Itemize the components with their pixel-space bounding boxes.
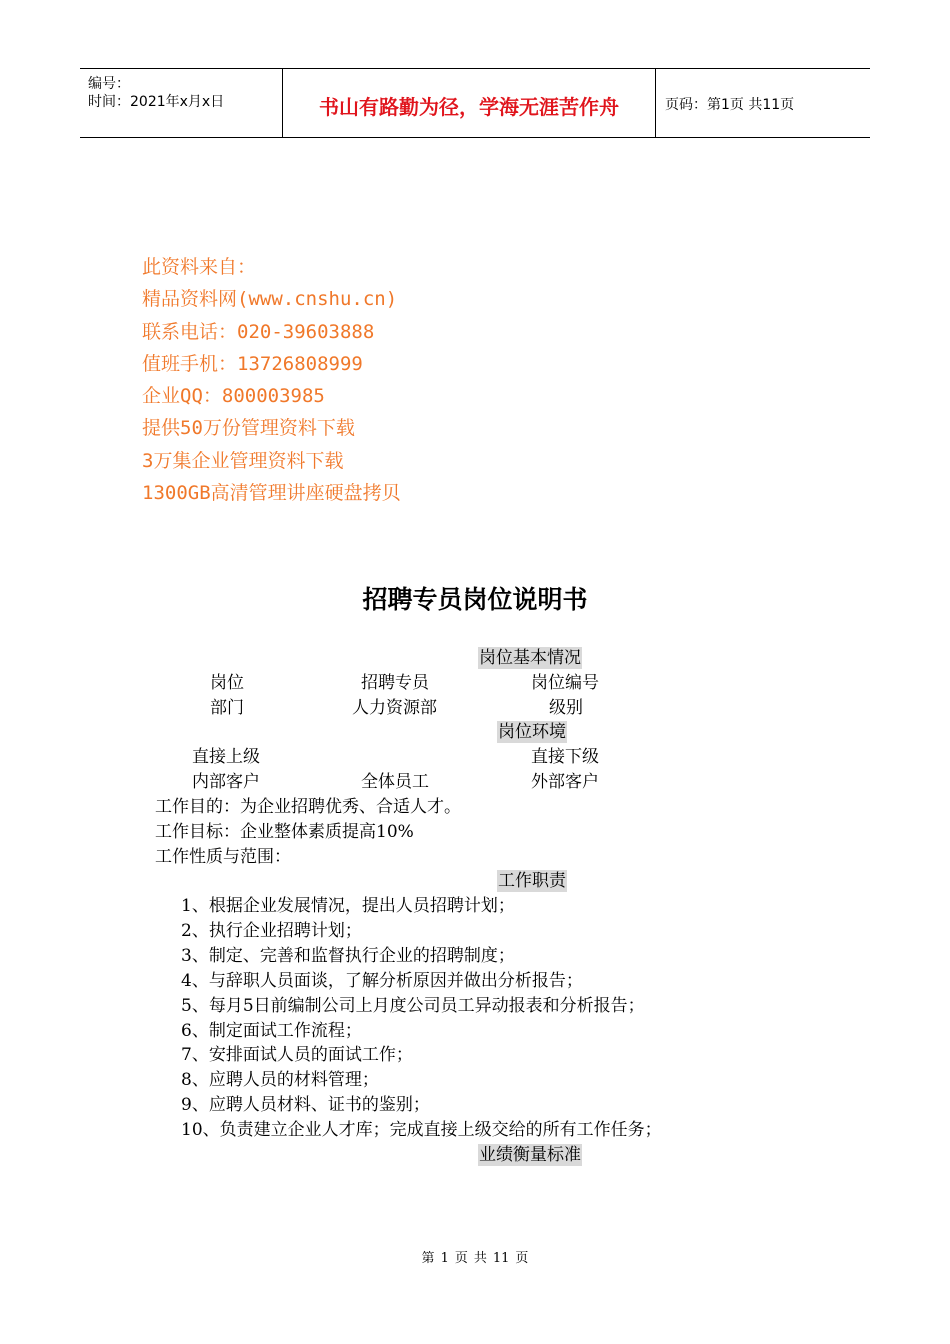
duty-item: 10、负责建立企业人才库；完成直接上级交给的所有工作任务； bbox=[181, 1120, 662, 1140]
header-page-cell bbox=[655, 69, 870, 137]
header-meta-cell bbox=[80, 69, 282, 137]
document-title: 招聘专员岗位说明书 bbox=[362, 585, 588, 614]
header-page-number: 页码：第1页 共11页 bbox=[665, 97, 795, 113]
duty-item: 4、与辞职人员面谈，了解分析原因并做出分析报告； bbox=[181, 971, 583, 991]
page-header bbox=[80, 68, 870, 138]
info-line: 精品资料网(www.cnshu.cn) bbox=[142, 288, 398, 311]
footer-total: 11 bbox=[492, 1251, 510, 1266]
info-line: 值班手机：13726808999 bbox=[142, 352, 363, 375]
duty-item: 2、执行企业招聘计划； bbox=[181, 921, 362, 941]
document-number: 编号： bbox=[88, 76, 130, 92]
info-line: 提供50万份管理资料下载 bbox=[142, 417, 355, 440]
direct-subordinate-label: 直接下级 bbox=[531, 747, 599, 767]
page-footer bbox=[0, 1247, 950, 1266]
department-value: 人力资源部 bbox=[352, 698, 437, 718]
footer-text: 共 bbox=[473, 1251, 487, 1266]
duty-item: 8、应聘人员的材料管理； bbox=[181, 1070, 379, 1090]
section-environment: 岗位环境 bbox=[498, 722, 566, 742]
position-value: 招聘专员 bbox=[361, 673, 429, 693]
internal-customer-value: 全体员工 bbox=[361, 772, 429, 792]
info-line: 1300GB高清管理讲座硬盘拷贝 bbox=[142, 482, 401, 505]
level-label: 级别 bbox=[549, 698, 583, 718]
header-motto-cell bbox=[282, 69, 656, 137]
document-time: 时间：2021年x月x日 bbox=[88, 94, 225, 110]
section-basic-info: 岗位基本情况 bbox=[479, 648, 581, 668]
duty-item: 5、每月5日前编制公司上月度公司员工异动报表和分析报告； bbox=[181, 996, 645, 1016]
footer-text: 第 bbox=[421, 1251, 435, 1266]
duty-item: 9、应聘人员材料、证书的鉴别； bbox=[181, 1095, 430, 1115]
direct-superior-label: 直接上级 bbox=[192, 747, 260, 767]
work-goal: 工作目标：企业整体素质提高10% bbox=[155, 822, 414, 842]
section-performance: 业绩衡量标准 bbox=[479, 1145, 581, 1165]
info-line: 此资料来自： bbox=[142, 256, 257, 278]
external-customer-label: 外部客户 bbox=[531, 772, 599, 792]
internal-customer-label: 内部客户 bbox=[192, 772, 260, 792]
footer-page: 1 bbox=[440, 1251, 449, 1266]
duty-item: 1、根据企业发展情况，提出人员招聘计划； bbox=[181, 896, 515, 916]
footer-text: 页 bbox=[515, 1251, 529, 1266]
info-line: 3万集企业管理资料下载 bbox=[142, 449, 344, 472]
duty-item: 7、安排面试人员的面试工作； bbox=[181, 1045, 413, 1065]
section-duties: 工作职责 bbox=[498, 871, 566, 891]
info-line: 联系电话：020-39603888 bbox=[142, 320, 375, 343]
department-label: 部门 bbox=[210, 698, 244, 718]
position-label: 岗位 bbox=[210, 673, 244, 693]
position-code-label: 岗位编号 bbox=[531, 673, 599, 693]
source-info-block bbox=[142, 256, 401, 514]
info-line: 企业QQ：800003985 bbox=[142, 385, 325, 408]
duty-item: 3、制定、完善和监督执行企业的招聘制度； bbox=[181, 946, 515, 966]
footer-text: 页 bbox=[454, 1251, 468, 1266]
header-motto: 书山有路勤为径，学海无涯苦作舟 bbox=[319, 95, 619, 119]
work-purpose: 工作目的：为企业招聘优秀、合适人才。 bbox=[155, 797, 461, 817]
work-scope: 工作性质与范围： bbox=[155, 847, 291, 867]
duty-item: 6、制定面试工作流程； bbox=[181, 1021, 362, 1041]
